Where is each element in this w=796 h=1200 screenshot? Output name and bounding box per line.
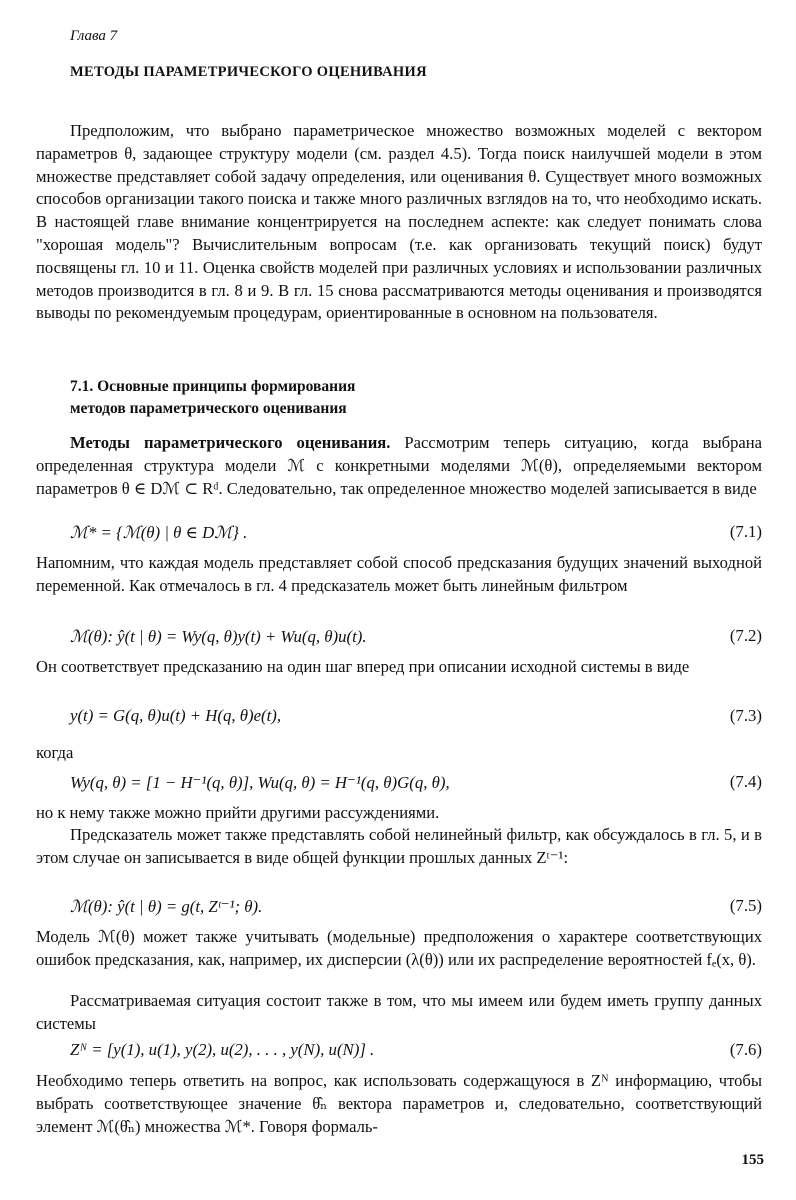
equation-expression: Wy(q, θ) = [1 − H⁻¹(q, θ)], Wu(q, θ) = H⁻¹(q, θ)G(q, θ), xyxy=(70,773,450,792)
paragraph-6 xyxy=(36,824,762,870)
paragraph-text: но к нему также можно прийти другими рассуждениями. xyxy=(36,803,440,822)
paragraph-text: Он соответствует предсказанию на один шаг вперед при описании исходной системы в виде xyxy=(36,657,690,676)
paragraph-9 xyxy=(36,1070,762,1138)
paragraph-text: Напомним, что каждая модель представляет собой способ предсказания будущих значений выходной переменной. Как отмечалось в гл. 4 предсказатель может быть линейным фильтром xyxy=(36,553,762,595)
paragraph-text: Рассматриваемая ситуация состоит также в том, что мы имеем или будем иметь группу данных системы xyxy=(36,991,762,1033)
equation-7-6 xyxy=(70,1040,762,1060)
equation-number: (7.6) xyxy=(729,1040,762,1059)
paragraph-3 xyxy=(36,656,762,679)
equation-7-2 xyxy=(70,626,762,647)
equation-7-4 xyxy=(70,772,762,793)
paragraph-8 xyxy=(36,990,762,1036)
equation-number: (7.5) xyxy=(729,896,762,915)
paragraph-text: Рассмотрим теперь ситуацию, когда выбрана определенная структура модели ℳ с конкретными моделями ℳ(θ), определяемыми вектором параметров θ ∈ Dℳ ⊂ Rᵈ. Следовательно, так определенное множество моделей записывается в виде xyxy=(36,433,763,498)
section-title-line2: методов параметрического оценивания xyxy=(70,400,347,417)
equation-7-1 xyxy=(70,522,762,543)
paragraph-text: Модель ℳ(θ) может также учитывать (модельные) предположения о характере соответствующих ошибок предсказания, как, например, их дисперсии (λ(θ)) или их распределение вероятностей fₑ(x, θ). xyxy=(36,927,762,969)
equation-number: (7.1) xyxy=(729,522,762,541)
chapter-title: МЕТОДЫ ПАРАМЕТРИЧЕСКОГО ОЦЕНИВАНИЯ xyxy=(70,64,427,80)
intro-block xyxy=(36,120,762,325)
paragraph-lead: Методы параметрического оценивания. xyxy=(70,433,391,452)
equation-expression: ℳ* = {ℳ(θ) | θ ∈ Dℳ} . xyxy=(70,523,248,542)
equation-number: (7.3) xyxy=(729,706,762,725)
page-number: 155 xyxy=(741,1152,764,1168)
paragraph-text: Предсказатель может также представлять собой нелинейный фильтр, как обсуждалось в гл. 5, и в этом случае он записывается в виде общей функции прошлых данных Zᵗ⁻¹: xyxy=(36,825,762,867)
paragraph-7 xyxy=(36,926,762,972)
equation-number: (7.4) xyxy=(729,772,762,791)
equation-7-5 xyxy=(70,896,762,917)
equation-number: (7.2) xyxy=(729,626,762,645)
equation-expression: ℳ(θ): ŷ(t | θ) = g(t, Zᵗ⁻¹; θ). xyxy=(70,897,263,916)
section-title-line1: 7.1. Основные принципы формирования xyxy=(70,378,356,395)
equation-expression: y(t) = G(q, θ)u(t) + H(q, θ)e(t), xyxy=(70,706,282,725)
equation-7-3 xyxy=(70,706,762,726)
paragraph-4 xyxy=(36,742,762,765)
section-title xyxy=(70,376,355,420)
paragraph-text: когда xyxy=(36,743,74,762)
intro-paragraph: Предположим, что выбрано параметрическое множество возможных моделей с вектором параметров θ, задающее структуру модели (см. раздел 4.5). Тогда поиск наилучшей модели в этом множестве представляет собой задачу определения, или оценивания θ. Существует много возможных способов организации такого поиска и также много различных взглядов на то, что необходимо искать. В настоящей главе внимание концентрируется на последнем аспекте: как следует понимать слова "хорошая модель"? Вычислительным вопросам (т.е. как организовать текущий поиск) будут посвящены гл. 10 и 11. Оценка свойств моделей при различных условиях и использовании различных методов производится в гл. 8 и 9. В гл. 15 снова рассматриваются методы оценивания и производятся выводы по рекомендуемым процедурам, ориентированные в основном на пользователя. xyxy=(36,121,762,323)
equation-expression: ℳ(θ): ŷ(t | θ) = Wy(q, θ)y(t) + Wu(q, θ)u(t). xyxy=(70,627,367,646)
paragraph-2 xyxy=(36,552,762,598)
paragraph-1 xyxy=(36,432,762,500)
paragraph-5 xyxy=(36,802,762,825)
paragraph-text: Необходимо теперь ответить на вопрос, как использовать содержащуюся в Zᴺ информацию, чтобы выбрать соответствующее значение θ̂ₙ вектора параметров и, следовательно, соответствующий элемент ℳ(θ̂ₙ) множества ℳ*. Говоря формаль- xyxy=(36,1071,762,1136)
chapter-label: Глава 7 xyxy=(70,28,118,44)
equation-expression: Zᴺ = [y(1), u(1), y(2), u(2), . . . , y(N), u(N)] . xyxy=(70,1040,375,1059)
